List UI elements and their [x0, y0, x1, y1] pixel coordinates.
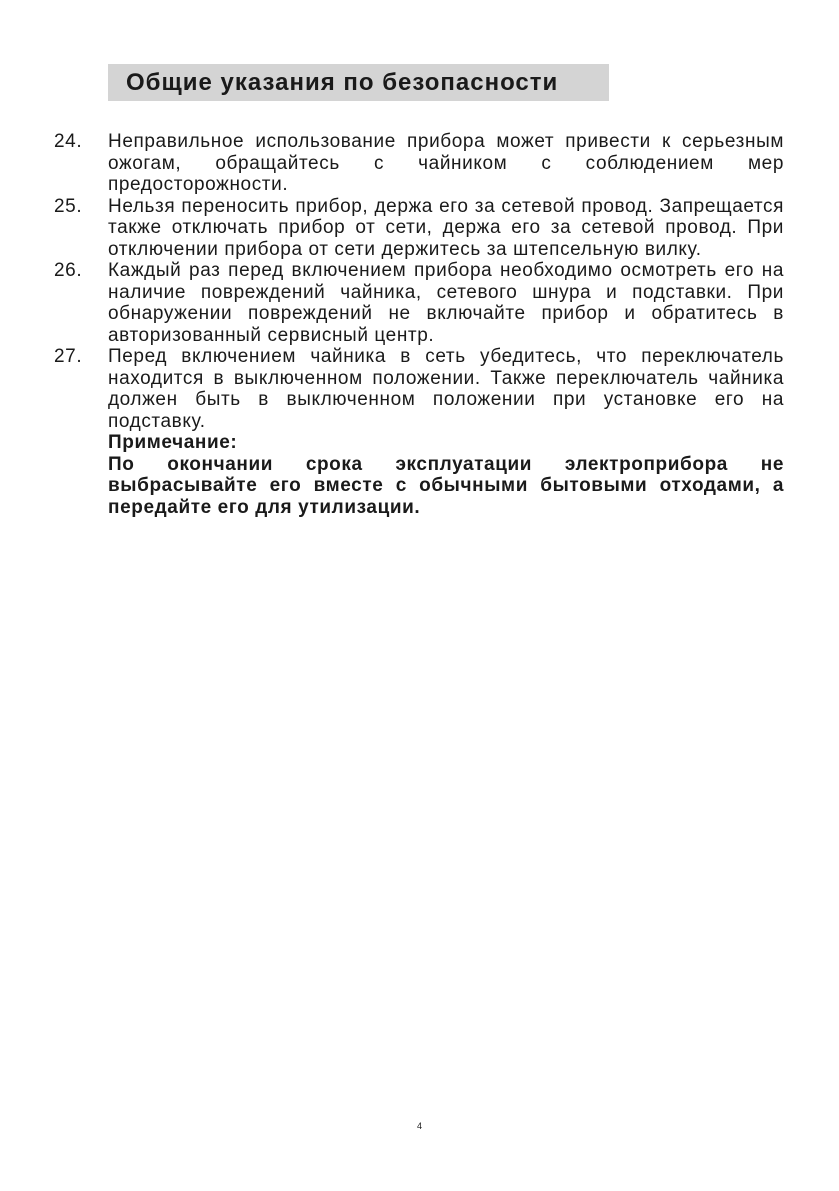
note-text: По окончании срока эксплуатации электроприбора не выбрасывайте его вместе с обычными бытовыми отходами, а передайте его для утилизации. — [108, 453, 784, 518]
list-item — [54, 260, 784, 346]
safety-list — [54, 131, 784, 518]
item-number: 24. — [54, 131, 83, 152]
list-item — [54, 131, 784, 196]
item-text: Каждый раз перед включением прибора необходимо осмотреть его на наличие повреждений чайника, сетевого шнура и подставки. При обнаружении повреждений не включайте прибор и обратитесь в авторизованный сервисный центр. — [108, 260, 784, 346]
list-item — [54, 346, 784, 432]
item-number: 25. — [54, 195, 83, 217]
item-text: Перед включением чайника в сеть убедитесь, что переключатель находится в выключенном положении. Также переключатель чайника должен быть в выключенном положении при установке его на подставку. — [108, 346, 784, 432]
page-number: 4 — [416, 1121, 422, 1131]
note-label: Примечание: — [108, 432, 238, 453]
list-item — [54, 196, 784, 261]
item-text: Неправильное использование прибора может привести к серьезным ожогам, обращайтесь с чайником с соблюдением мер предосторожности. — [108, 131, 784, 195]
item-number: 27. — [54, 346, 83, 367]
item-text: Нельзя переносить прибор, держа его за сетевой провод. Запрещается также отключать прибор от сети, держа его за сетевой провод. При отключении прибора от сети держитесь за штепсельную вилку. — [108, 195, 784, 260]
section-title: Общие указания по безопасности — [108, 64, 609, 101]
item-number: 26. — [54, 260, 83, 281]
